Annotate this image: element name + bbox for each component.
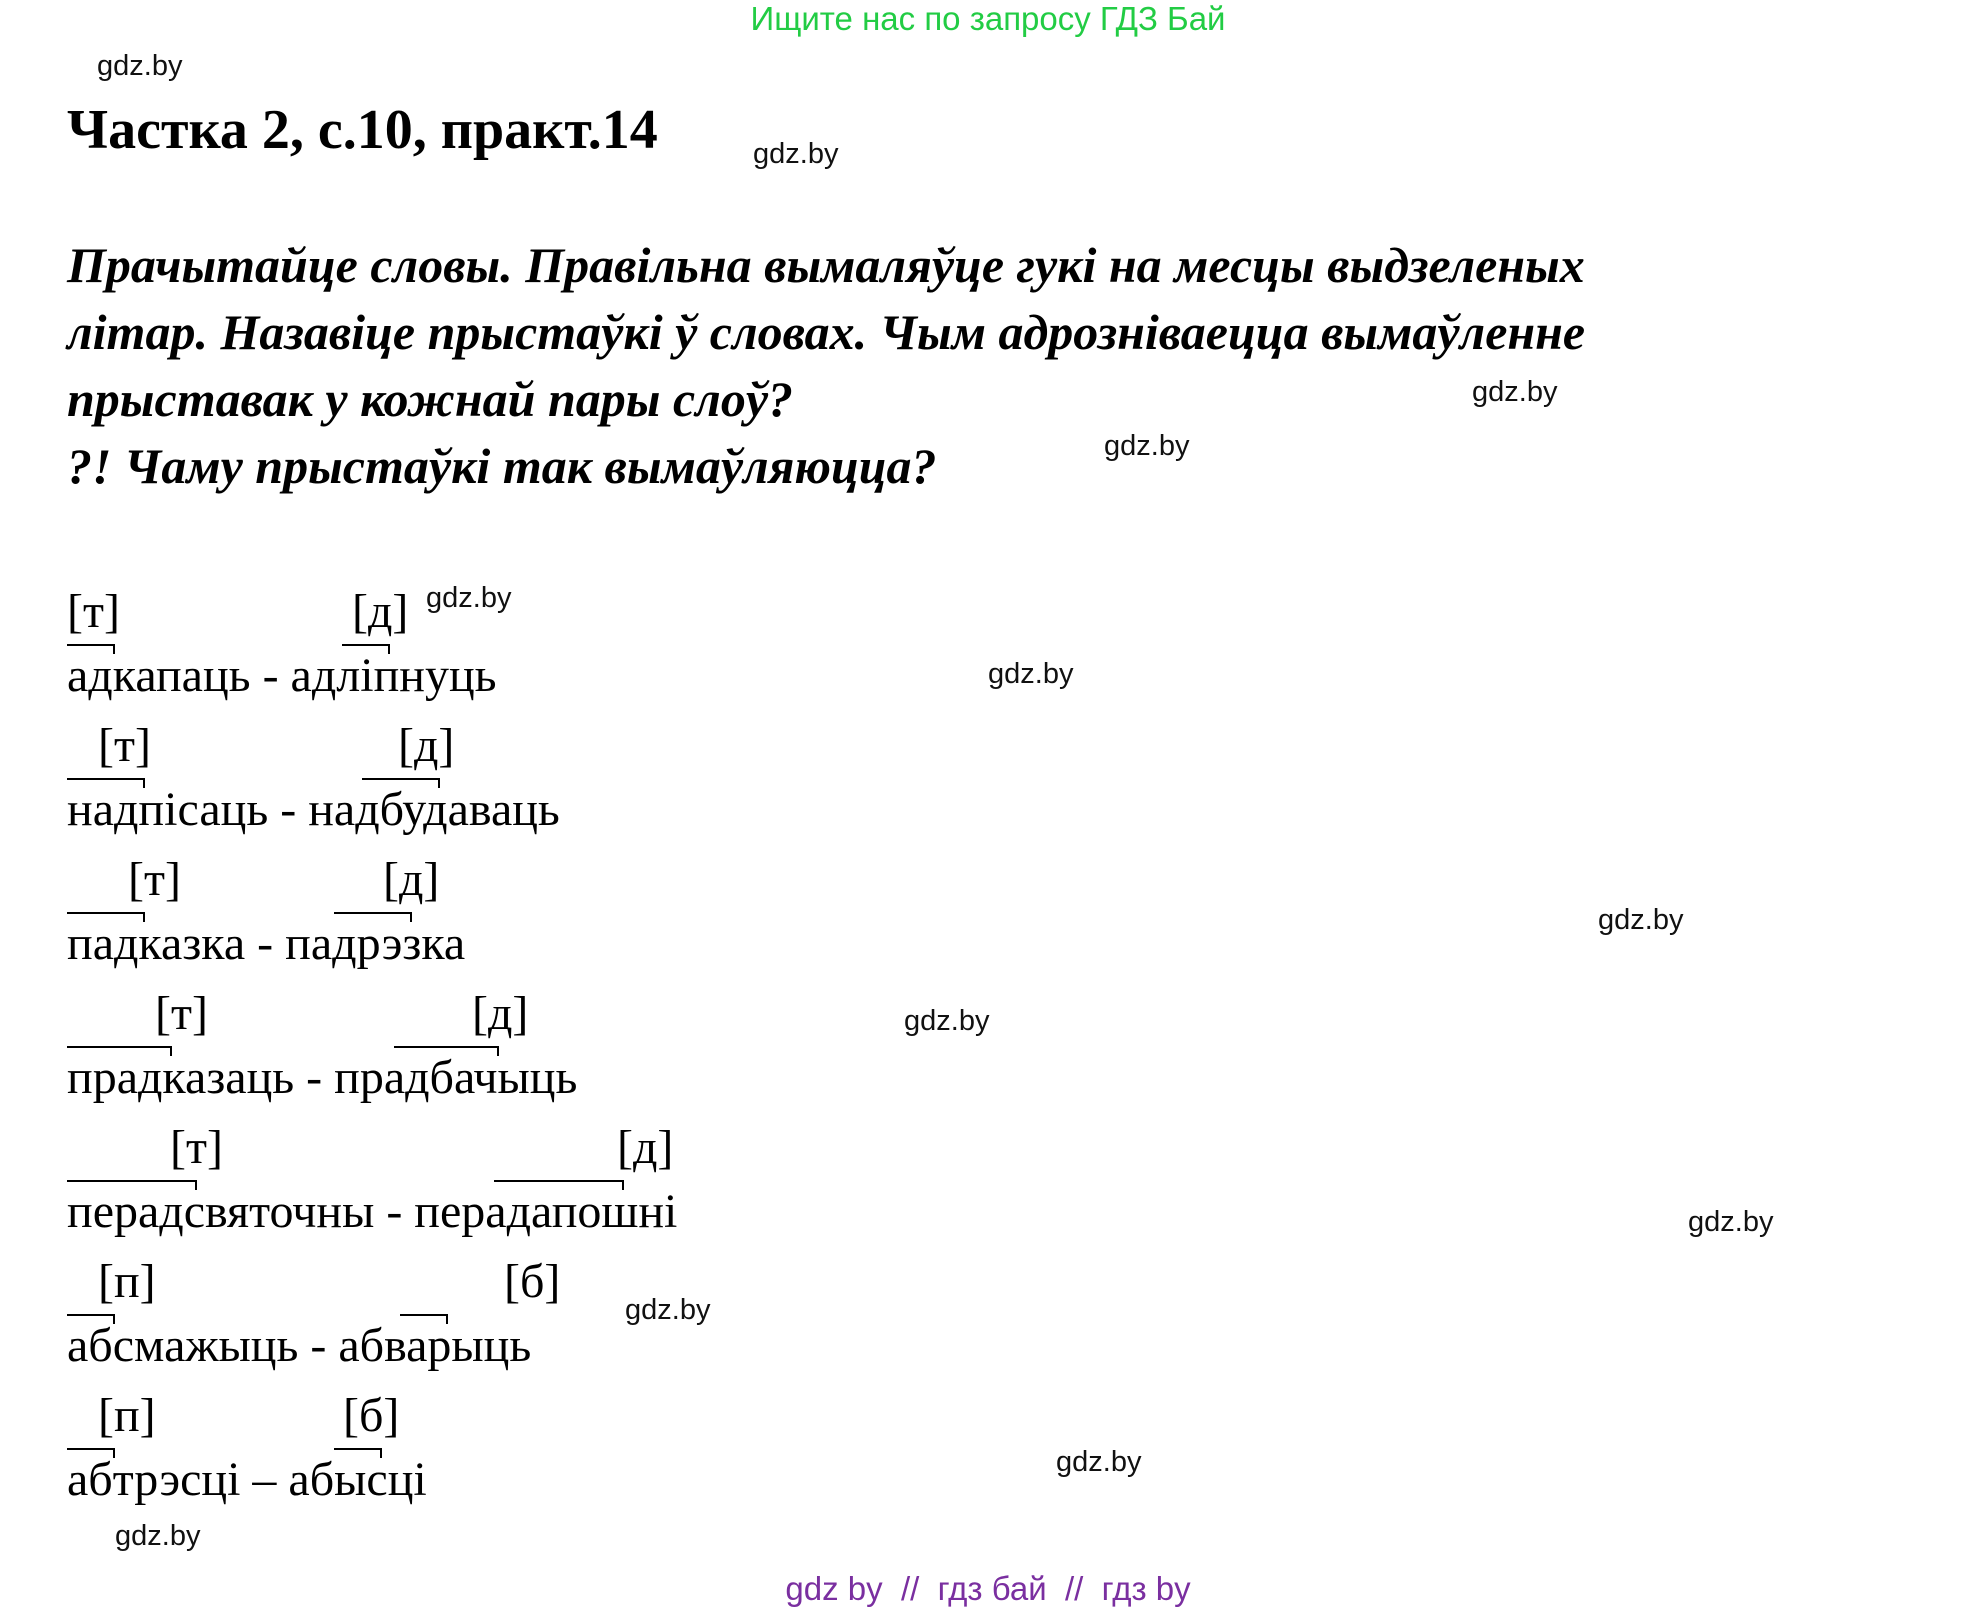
pair-1-words: адкапаць - адліпнуць <box>67 649 497 702</box>
pair-1-left-underline <box>67 644 115 646</box>
task-line-1: Прачытайце словы. Правільна вымаляўце гукі на месцы выдзеленых <box>67 237 1585 293</box>
top-banner: Ищите нас по запросу ГДЗ Бай <box>750 0 1226 37</box>
pair-1-right-underline <box>342 644 390 646</box>
pair-4-right-underline <box>394 1046 499 1048</box>
pair-1-right-mark: [д] <box>352 585 409 638</box>
pair-7-right-mark: [б] <box>343 1389 400 1442</box>
watermark: gdz.by <box>97 50 183 82</box>
watermark: gdz.by <box>988 658 1074 690</box>
pair-2-left-mark: [т] <box>98 719 151 772</box>
watermark: gdz.by <box>1598 904 1684 936</box>
pair-6-left-underline <box>67 1314 115 1316</box>
watermark: gdz.by <box>1472 376 1558 408</box>
pair-6-right-mark: [б] <box>504 1255 561 1308</box>
footer-links: gdz by // гдз бай // гдз by <box>785 1570 1191 1607</box>
pair-5-left-mark: [т] <box>170 1121 223 1174</box>
pair-2-words: надпісаць - надбудаваць <box>67 783 560 836</box>
pair-2-left-underline <box>67 778 145 780</box>
pair-1-left-mark: [т] <box>67 585 120 638</box>
pair-7-left-mark: [п] <box>98 1389 156 1442</box>
pair-2-right-underline <box>362 778 440 780</box>
pair-5-right-underline <box>494 1180 624 1182</box>
pair-3-words: падказка - падрэзка <box>67 917 466 970</box>
watermark: gdz.by <box>115 1520 201 1552</box>
pair-3-left-mark: [т] <box>128 853 181 906</box>
task-line-2: літар. Назавіце прыстаўкі ў словах. Чым адрозніваецца вымаўленне <box>67 304 1586 360</box>
pair-4-right-mark: [д] <box>472 987 529 1040</box>
pair-5-words: перадсвяточны - перадапошні <box>67 1185 678 1238</box>
watermark: gdz.by <box>625 1294 711 1326</box>
pair-6-left-mark: [п] <box>98 1255 156 1308</box>
watermark: gdz.by <box>904 1005 990 1037</box>
pair-6-words: абсмажыць - абварыць <box>67 1319 532 1372</box>
watermark: gdz.by <box>1056 1446 1142 1478</box>
task-line-3: прыставак у кожнай пары слоў? <box>67 371 794 427</box>
pair-4-left-underline <box>67 1046 172 1048</box>
pair-7-words: абтрэсці – абысці <box>67 1453 427 1506</box>
pair-5-left-underline <box>67 1180 197 1182</box>
pair-3-right-underline <box>334 912 412 914</box>
pair-3-left-underline <box>67 912 145 914</box>
pair-4-left-mark: [т] <box>155 987 208 1040</box>
watermark: gdz.by <box>1688 1206 1774 1238</box>
pair-7-left-underline <box>67 1448 115 1450</box>
pair-5-right-mark: [д] <box>617 1121 674 1174</box>
pair-6-right-underline <box>400 1314 448 1316</box>
pair-2-right-mark: [д] <box>398 719 455 772</box>
pair-7-right-underline <box>334 1448 382 1450</box>
task-line-4: ?! Чаму прыстаўкі так вымаўляюцца? <box>67 438 937 494</box>
pair-4-words: прадказаць - прадбачыць <box>67 1051 578 1104</box>
page-title: Частка 2, с.10, практ.14 <box>67 99 658 161</box>
watermark: gdz.by <box>426 582 512 614</box>
pair-3-right-mark: [д] <box>383 853 440 906</box>
watermark: gdz.by <box>1104 430 1190 462</box>
watermark: gdz.by <box>753 138 839 170</box>
